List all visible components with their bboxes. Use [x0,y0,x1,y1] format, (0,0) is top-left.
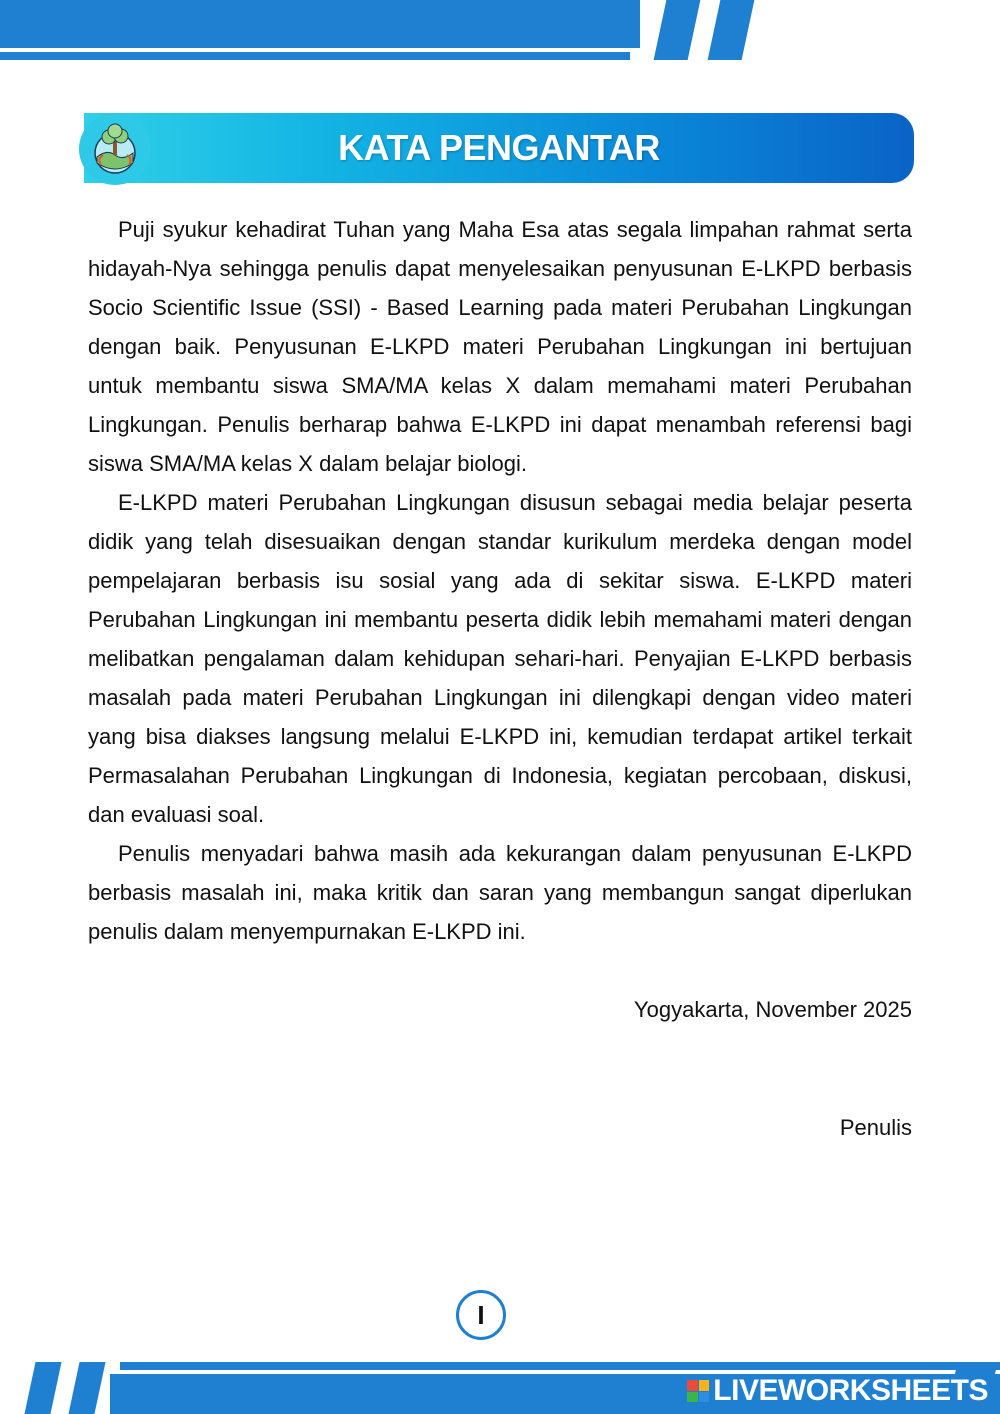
top-decor-line [0,52,630,60]
page-title: KATA PENGANTAR [338,127,660,168]
bottom-decor-slash [24,1362,61,1414]
paragraph-2: E-LKPD materi Perubahan Lingkungan disusun sebagai media belajar peserta didik yang telah disesuaikan dengan standar kurikulum merdeka dengan model pempelajaran berbasis isu sosial yang ada di sekitar siswa. E-LKPD materi Perubahan Lingkungan ini membantu peserta didik lebih memahami materi dengan melibatkan pengalaman dalam kehidupan sehari-hari. Penyajian E-LKPD berbasis masalah pada materi Perubahan Lingkungan ini dilengkapi dengan video materi yang bisa diakses langsung melalui E-LKPD ini, kemudian terdapat artikel terkait Permasalahan Perubahan Lingkungan di Indonesia, kegiatan percobaan, diskusi, dan evaluasi soal. [88,490,912,827]
watermark-text: LIVEWORKSHEETS [713,1374,988,1407]
earth-tree-icon [79,113,151,185]
author-signature: Penulis [839,1115,912,1140]
title-banner [84,113,914,183]
bottom-decor-slash [68,1362,105,1414]
place-date: Yogyakarta, November 2025 [633,997,912,1022]
paragraph-1: Puji syukur kehadirat Tuhan yang Maha Esa atas segala limpahan rahmat serta hidayah-Nya sehingga penulis dapat menyelesaikan penyusunan E-LKPD berbasis Socio Scientific Issue (SSI) - Based Learning pada materi Perubahan Lingkungan dengan baik. Penyusunan E-LKPD materi Perubahan Lingkungan ini bertujuan untuk membantu siswa SMA/MA kelas X dalam memahami materi Perubahan Lingkungan. Penulis berharap bahwa E-LKPD ini dapat menambah referensi bagi siswa SMA/MA kelas X dalam belajar biologi. [88,217,912,476]
page-number: I [456,1290,506,1340]
bottom-decor-line [120,1362,1000,1370]
top-decor-band [0,0,640,48]
paragraph-3: Penulis menyadari bahwa masih ada kekurangan dalam penyusunan E-LKPD berbasis masalah ini, maka kritik dan saran yang membangun sangat diperlukan penulis dalam menyempurnakan E-LKPD ini. [88,841,912,944]
liveworksheets-logo-icon [687,1380,709,1402]
liveworksheets-watermark[interactable] [687,1372,988,1410]
top-decor-slash [654,0,701,60]
top-decor-slash [708,0,755,60]
foreword-body [88,210,912,951]
